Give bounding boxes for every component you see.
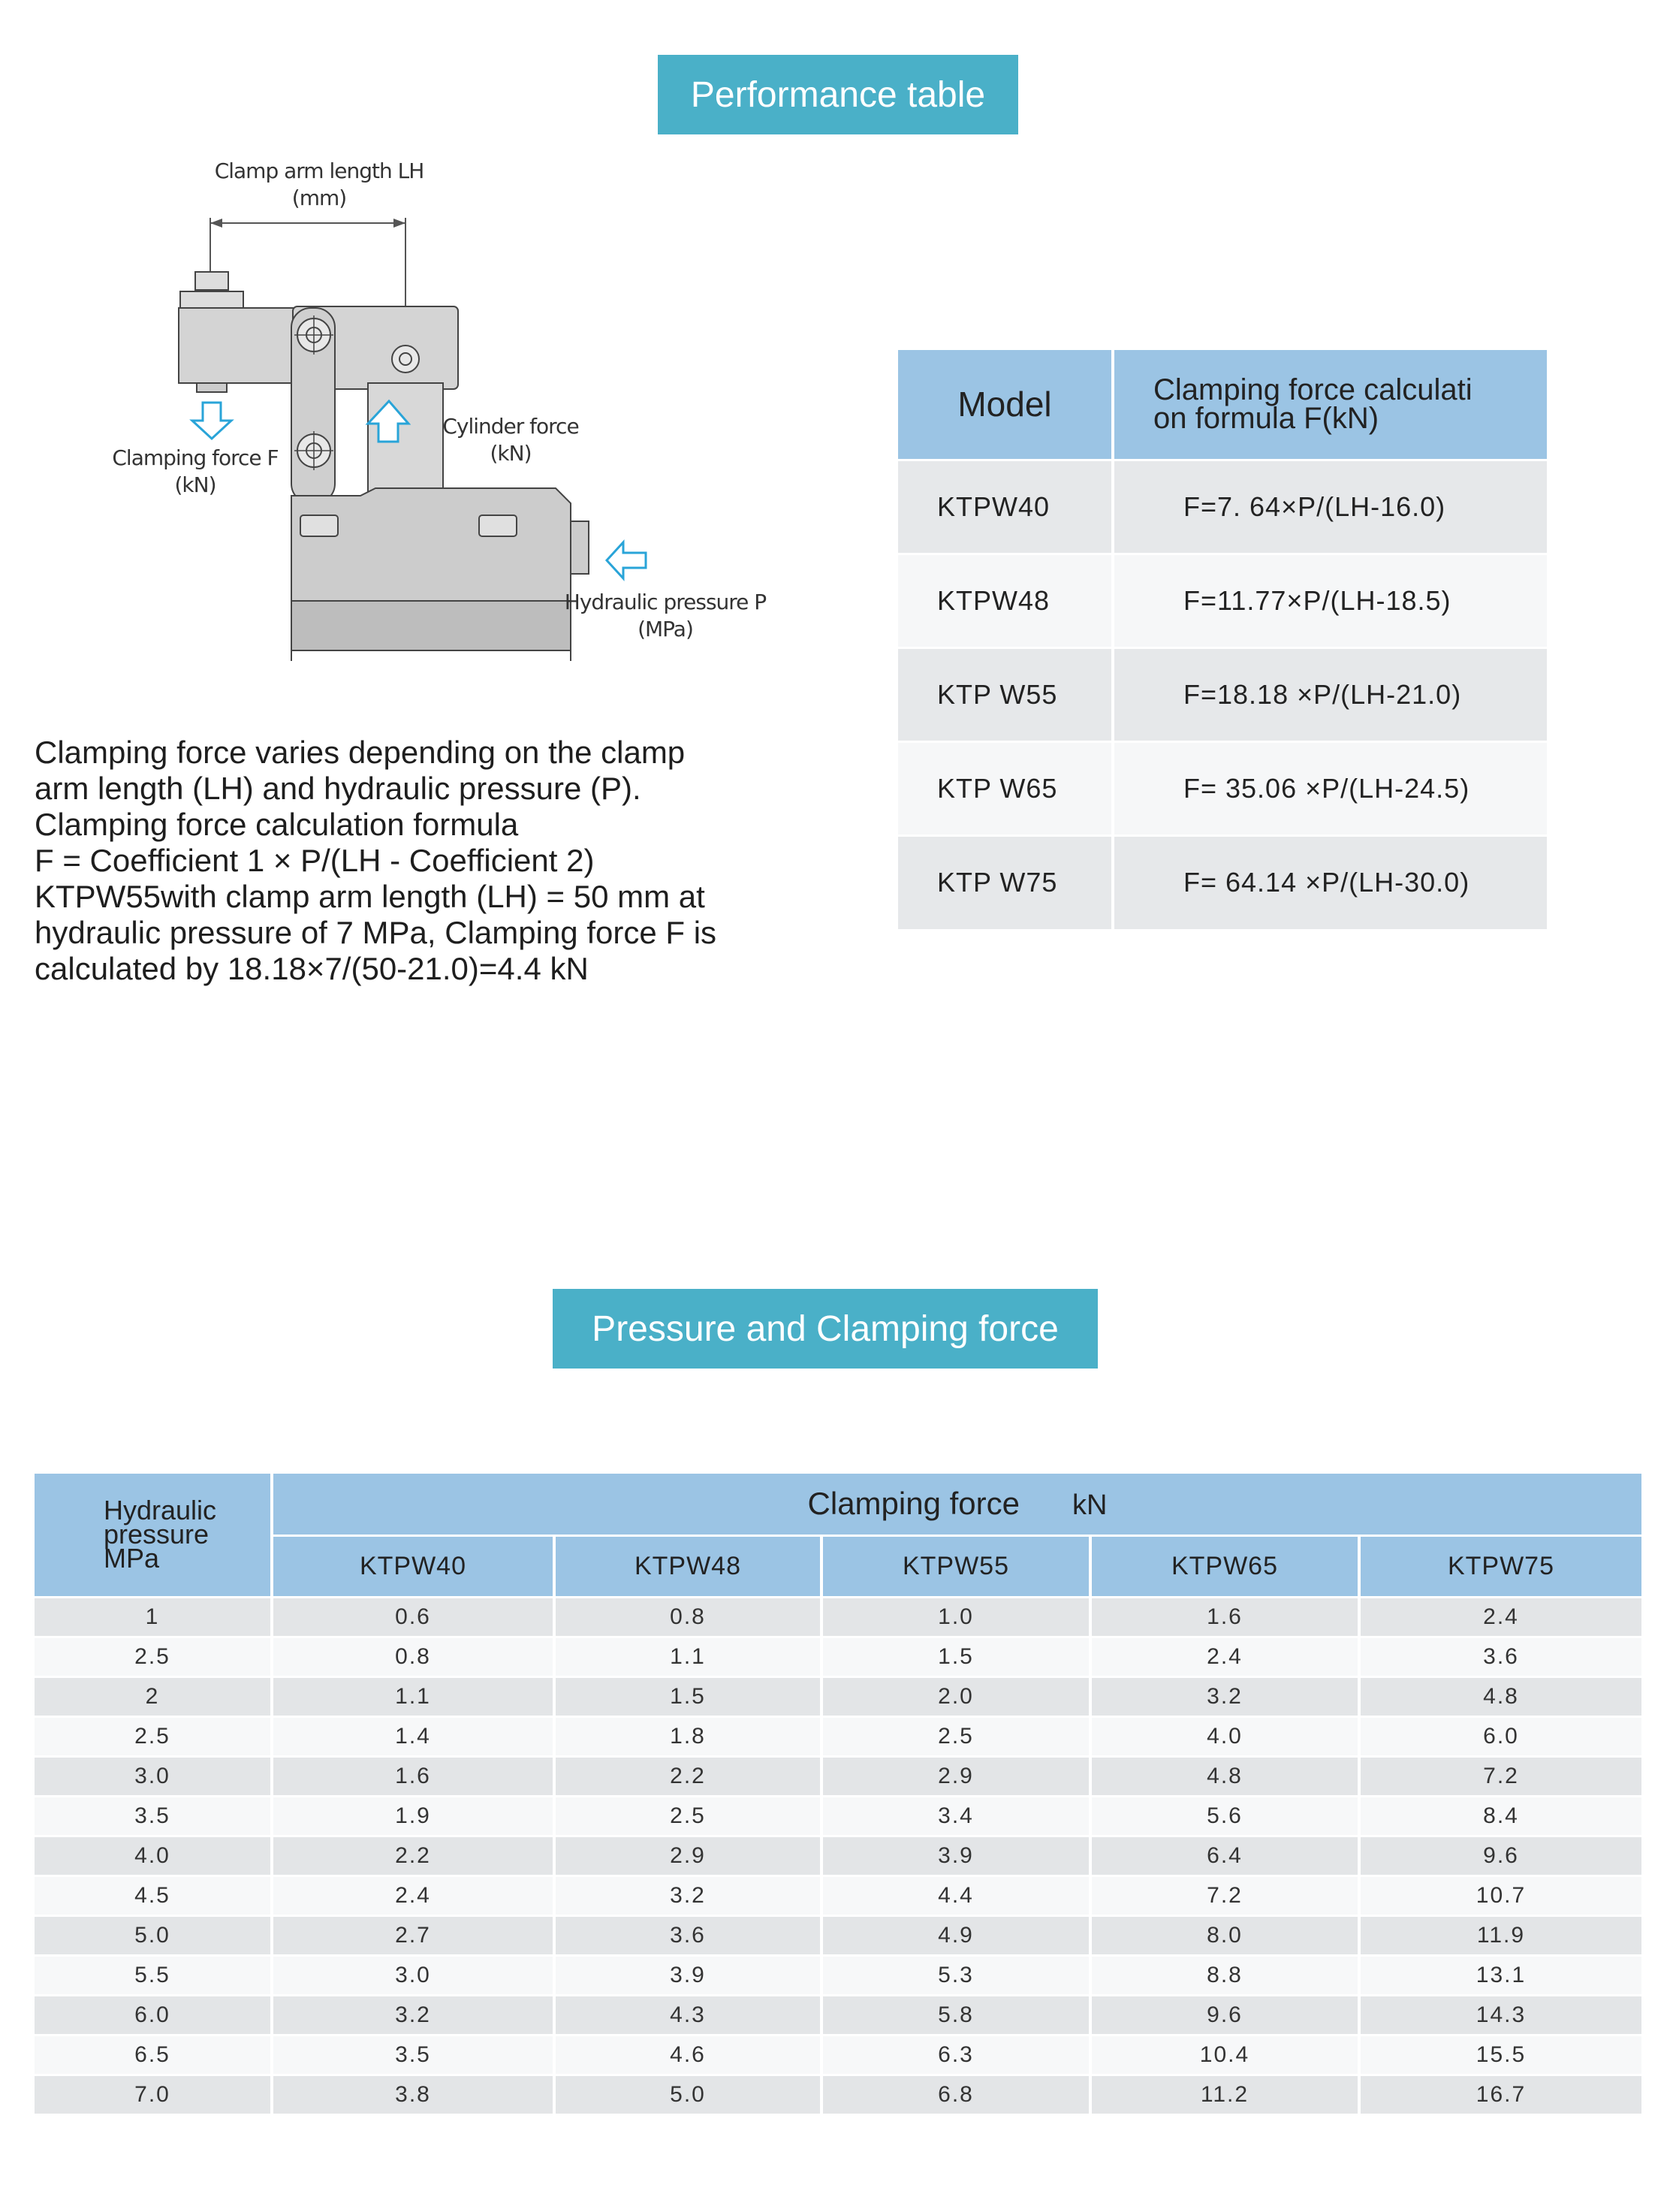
force-cell: 4.3 bbox=[554, 1995, 821, 2035]
table-row bbox=[35, 2035, 1643, 2075]
force-cell: 7.2 bbox=[1090, 1876, 1359, 1915]
model-cell: KTP W65 bbox=[898, 741, 1113, 835]
formula-row bbox=[898, 554, 1548, 647]
model-cell: KTP W75 bbox=[898, 835, 1113, 929]
force-cell: 1.1 bbox=[554, 1637, 821, 1676]
force-cell: 3.2 bbox=[554, 1876, 821, 1915]
force-cell: 3.2 bbox=[272, 1995, 554, 2035]
pressure-cell: 3.0 bbox=[35, 1756, 272, 1796]
table-row bbox=[35, 1955, 1643, 1995]
model-cell: KTP W55 bbox=[898, 647, 1113, 741]
table-row bbox=[35, 1676, 1643, 1716]
force-cell: 8.8 bbox=[1090, 1955, 1359, 1995]
formula-cell: F= 64.14 ×P/(LH-30.0) bbox=[1113, 835, 1548, 929]
table-row bbox=[35, 1716, 1643, 1756]
force-cell: 4.4 bbox=[821, 1876, 1090, 1915]
clamp-diagram bbox=[112, 158, 796, 661]
force-cell: 1.8 bbox=[554, 1716, 821, 1756]
pressure-cell: 5.0 bbox=[35, 1915, 272, 1955]
formula-header: Clamping force calculati on formula F(kN) bbox=[1113, 350, 1548, 460]
force-cell: 2.9 bbox=[554, 1836, 821, 1876]
force-cell: 1.5 bbox=[821, 1637, 1090, 1676]
force-cell: 5.3 bbox=[821, 1955, 1090, 1995]
table-row bbox=[35, 1876, 1643, 1915]
force-cell: 1.5 bbox=[554, 1676, 821, 1716]
pressure-clamping-force-banner: Pressure and Clamping force bbox=[553, 1289, 1098, 1369]
force-cell: 3.0 bbox=[272, 1955, 554, 1995]
clamp-arm-length-label: Clamp arm length LH (mm) bbox=[214, 158, 424, 210]
force-cell: 8.0 bbox=[1090, 1915, 1359, 1955]
force-cell: 1.6 bbox=[1090, 1597, 1359, 1637]
clamping-force-arrow-icon bbox=[192, 403, 231, 439]
force-cell: 3.8 bbox=[272, 2075, 554, 2114]
formula-cell: F=7. 64×P/(LH-16.0) bbox=[1113, 460, 1548, 554]
description-line: arm length (LH) and hydraulic pressure (P). bbox=[35, 771, 641, 806]
formula-table bbox=[898, 350, 1550, 929]
force-cell: 16.7 bbox=[1359, 2075, 1643, 2114]
hydraulic-pressure-label: Hydraulic pressure P (MPa) bbox=[564, 590, 767, 641]
table-row bbox=[35, 2075, 1643, 2114]
pressure-cell: 2.5 bbox=[35, 1637, 272, 1676]
pressure-cell: 6.5 bbox=[35, 2035, 272, 2075]
model-header: Model bbox=[898, 350, 1113, 460]
force-cell: 4.0 bbox=[1090, 1716, 1359, 1756]
description-line: Clamping force varies depending on the clamp bbox=[35, 735, 686, 770]
pressure-cell: 1 bbox=[35, 1597, 272, 1637]
table-row bbox=[35, 1597, 1643, 1637]
force-cell: 1.0 bbox=[821, 1597, 1090, 1637]
force-cell: 3.5 bbox=[272, 2035, 554, 2075]
formula-row bbox=[898, 647, 1548, 741]
force-cell: 9.6 bbox=[1359, 1836, 1643, 1876]
table-row bbox=[35, 1915, 1643, 1955]
force-cell: 3.6 bbox=[554, 1915, 821, 1955]
formula-row bbox=[898, 460, 1548, 554]
pressure-cell: 7.0 bbox=[35, 2075, 272, 2114]
table-row bbox=[35, 1756, 1643, 1796]
table-row bbox=[35, 1995, 1643, 2035]
force-cell: 1.6 bbox=[272, 1756, 554, 1796]
pressure-force-table bbox=[35, 1474, 1644, 2114]
force-cell: 2.4 bbox=[1090, 1637, 1359, 1676]
force-cell: 2.4 bbox=[272, 1876, 554, 1915]
force-cell: 1.4 bbox=[272, 1716, 554, 1756]
force-cell: 10.7 bbox=[1359, 1876, 1643, 1915]
performance-table-banner: Performance table bbox=[658, 55, 1018, 134]
force-cell: 4.9 bbox=[821, 1915, 1090, 1955]
force-cell: 0.6 bbox=[272, 1597, 554, 1637]
description-line: hydraulic pressure of 7 MPa, Clamping force F is bbox=[35, 915, 717, 950]
formula-cell: F=11.77×P/(LH-18.5) bbox=[1113, 554, 1548, 647]
force-cell: 5.8 bbox=[821, 1995, 1090, 2035]
force-cell: 4.8 bbox=[1359, 1676, 1643, 1716]
force-cell: 1.1 bbox=[272, 1676, 554, 1716]
force-cell: 2.5 bbox=[554, 1796, 821, 1836]
force-cell: 4.6 bbox=[554, 2035, 821, 2075]
formula-cell: F= 35.06 ×P/(LH-24.5) bbox=[1113, 741, 1548, 835]
model-column-header: KTPW65 bbox=[1090, 1535, 1359, 1597]
clamping-force-header: Clamping force kN bbox=[272, 1474, 1643, 1535]
force-cell: 10.4 bbox=[1090, 2035, 1359, 2075]
model-cell: KTPW48 bbox=[898, 554, 1113, 647]
description-line: F = Coefficient 1 × P/(LH - Coefficient 2) bbox=[35, 843, 595, 878]
force-cell: 0.8 bbox=[272, 1637, 554, 1676]
hydraulic-pressure-arrow-icon bbox=[607, 542, 646, 578]
force-cell: 11.2 bbox=[1090, 2075, 1359, 2114]
force-cell: 3.6 bbox=[1359, 1637, 1643, 1676]
force-cell: 8.4 bbox=[1359, 1796, 1643, 1836]
clamp-cylinder-drawing bbox=[120, 158, 796, 661]
pressure-header: Hydraulic pressure MPa bbox=[35, 1474, 272, 1597]
force-cell: 5.6 bbox=[1090, 1796, 1359, 1836]
force-cell: 14.3 bbox=[1359, 1995, 1643, 2035]
force-cell: 6.0 bbox=[1359, 1716, 1643, 1756]
pressure-cell: 4.5 bbox=[35, 1876, 272, 1915]
cylinder-force-label: Cylinder force (kN) bbox=[442, 414, 579, 466]
force-cell: 6.8 bbox=[821, 2075, 1090, 2114]
force-cell: 7.2 bbox=[1359, 1756, 1643, 1796]
clamping-force-label: Clamping force F (kN) bbox=[112, 445, 279, 497]
force-cell: 6.3 bbox=[821, 2035, 1090, 2075]
description-line: KTPW55with clamp arm length (LH) = 50 mm at bbox=[35, 879, 705, 914]
model-column-header: KTPW48 bbox=[554, 1535, 821, 1597]
force-cell: 2.4 bbox=[1359, 1597, 1643, 1637]
force-cell: 2.2 bbox=[554, 1756, 821, 1796]
clamping-force-description bbox=[35, 735, 785, 987]
force-cell: 11.9 bbox=[1359, 1915, 1643, 1955]
pressure-cell: 5.5 bbox=[35, 1955, 272, 1995]
force-cell: 2.0 bbox=[821, 1676, 1090, 1716]
force-cell: 3.9 bbox=[821, 1836, 1090, 1876]
force-cell: 13.1 bbox=[1359, 1955, 1643, 1995]
force-cell: 3.9 bbox=[554, 1955, 821, 1995]
force-cell: 3.4 bbox=[821, 1796, 1090, 1836]
pressure-cell: 4.0 bbox=[35, 1836, 272, 1876]
model-column-header: KTPW75 bbox=[1359, 1535, 1643, 1597]
model-cell: KTPW40 bbox=[898, 460, 1113, 554]
formula-row bbox=[898, 741, 1548, 835]
force-cell: 5.0 bbox=[554, 2075, 821, 2114]
force-cell: 4.8 bbox=[1090, 1756, 1359, 1796]
force-cell: 9.6 bbox=[1090, 1995, 1359, 2035]
description-line: Clamping force calculation formula bbox=[35, 807, 519, 842]
pressure-cell: 6.0 bbox=[35, 1995, 272, 2035]
force-cell: 2.2 bbox=[272, 1836, 554, 1876]
pressure-cell: 3.5 bbox=[35, 1796, 272, 1836]
force-cell: 3.2 bbox=[1090, 1676, 1359, 1716]
force-cell: 1.9 bbox=[272, 1796, 554, 1836]
model-column-header: KTPW55 bbox=[821, 1535, 1090, 1597]
description-line: calculated by 18.18×7/(50-21.0)=4.4 kN bbox=[35, 951, 589, 986]
force-cell: 2.5 bbox=[821, 1716, 1090, 1756]
force-cell: 15.5 bbox=[1359, 2035, 1643, 2075]
table-row bbox=[35, 1637, 1643, 1676]
model-column-header: KTPW40 bbox=[272, 1535, 554, 1597]
pressure-cell: 2 bbox=[35, 1676, 272, 1716]
force-cell: 0.8 bbox=[554, 1597, 821, 1637]
force-cell: 2.7 bbox=[272, 1915, 554, 1955]
force-cell: 6.4 bbox=[1090, 1836, 1359, 1876]
table-row bbox=[35, 1836, 1643, 1876]
formula-cell: F=18.18 ×P/(LH-21.0) bbox=[1113, 647, 1548, 741]
pressure-cell: 2.5 bbox=[35, 1716, 272, 1756]
formula-row bbox=[898, 835, 1548, 929]
table-row bbox=[35, 1796, 1643, 1836]
force-cell: 2.9 bbox=[821, 1756, 1090, 1796]
